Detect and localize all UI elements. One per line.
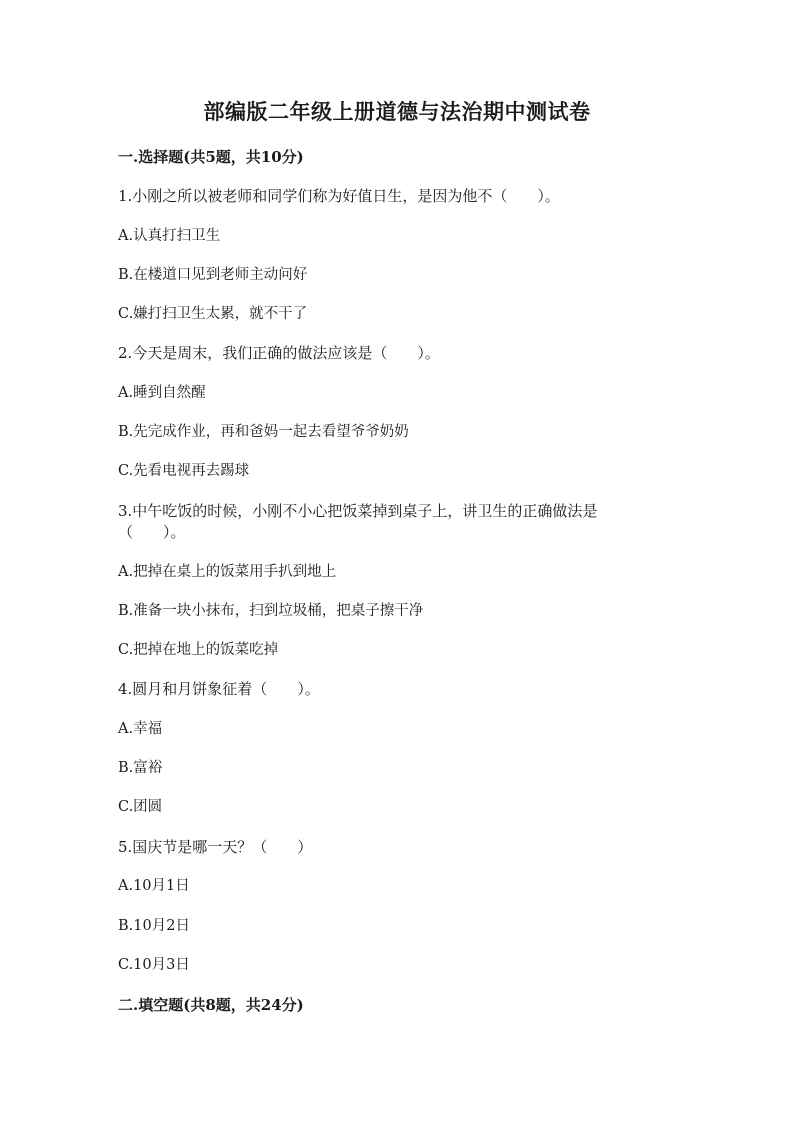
question-2-option-b: B.先完成作业，再和爸妈一起去看望爷爷奶奶 [118, 424, 409, 440]
question-1-option-c: C.嫌打扫卫生太累，就不干了 [118, 306, 308, 322]
question-5-stem: 5.国庆节是哪一天？（ ） [118, 838, 313, 856]
question-3-stem-line-1: 3.中午吃饭的时候，小刚不小心把饭菜掉到桌子上，讲卫生的正确做法是 [118, 502, 598, 520]
question-4-stem: 4.圆月和月饼象征着（ ）。 [118, 680, 320, 698]
question-5-option-b: B.10月2日 [118, 918, 190, 934]
question-3-stem-line-2: （ ）。 [118, 523, 186, 541]
page-title: 部编版二年级上册道德与法治期中测试卷 [203, 99, 591, 124]
question-4-option-b: B.富裕 [118, 760, 163, 776]
question-1-stem: 1.小刚之所以被老师和同学们称为好值日生，是因为他不（ ）。 [118, 187, 560, 205]
question-5-option-c: C.10月3日 [118, 957, 190, 973]
question-2-stem: 2.今天是周末，我们正确的做法应该是（ ）。 [118, 344, 440, 362]
question-1-option-b: B.在楼道口见到老师主动问好 [118, 267, 308, 283]
question-4-option-c: C.团圆 [118, 799, 163, 815]
question-3-option-c: C.把掉在地上的饭菜吃掉 [118, 642, 279, 658]
section-heading-fill-in: 二.填空题(共8题，共24分) [118, 996, 304, 1014]
section-heading-choice: 一.选择题(共5题，共10分) [118, 148, 304, 166]
question-1-option-a: A.认真打扫卫生 [118, 228, 221, 244]
question-3-option-a: A.把掉在桌上的饭菜用手扒到地上 [118, 564, 337, 580]
question-3-option-b: B.准备一块小抹布，扫到垃圾桶，把桌子擦干净 [118, 603, 424, 619]
question-2-option-c: C.先看电视再去踢球 [118, 463, 250, 479]
question-2-option-a: A.睡到自然醒 [118, 385, 206, 401]
question-5-option-a: A.10月1日 [118, 878, 190, 894]
question-4-option-a: A.幸福 [118, 721, 163, 737]
